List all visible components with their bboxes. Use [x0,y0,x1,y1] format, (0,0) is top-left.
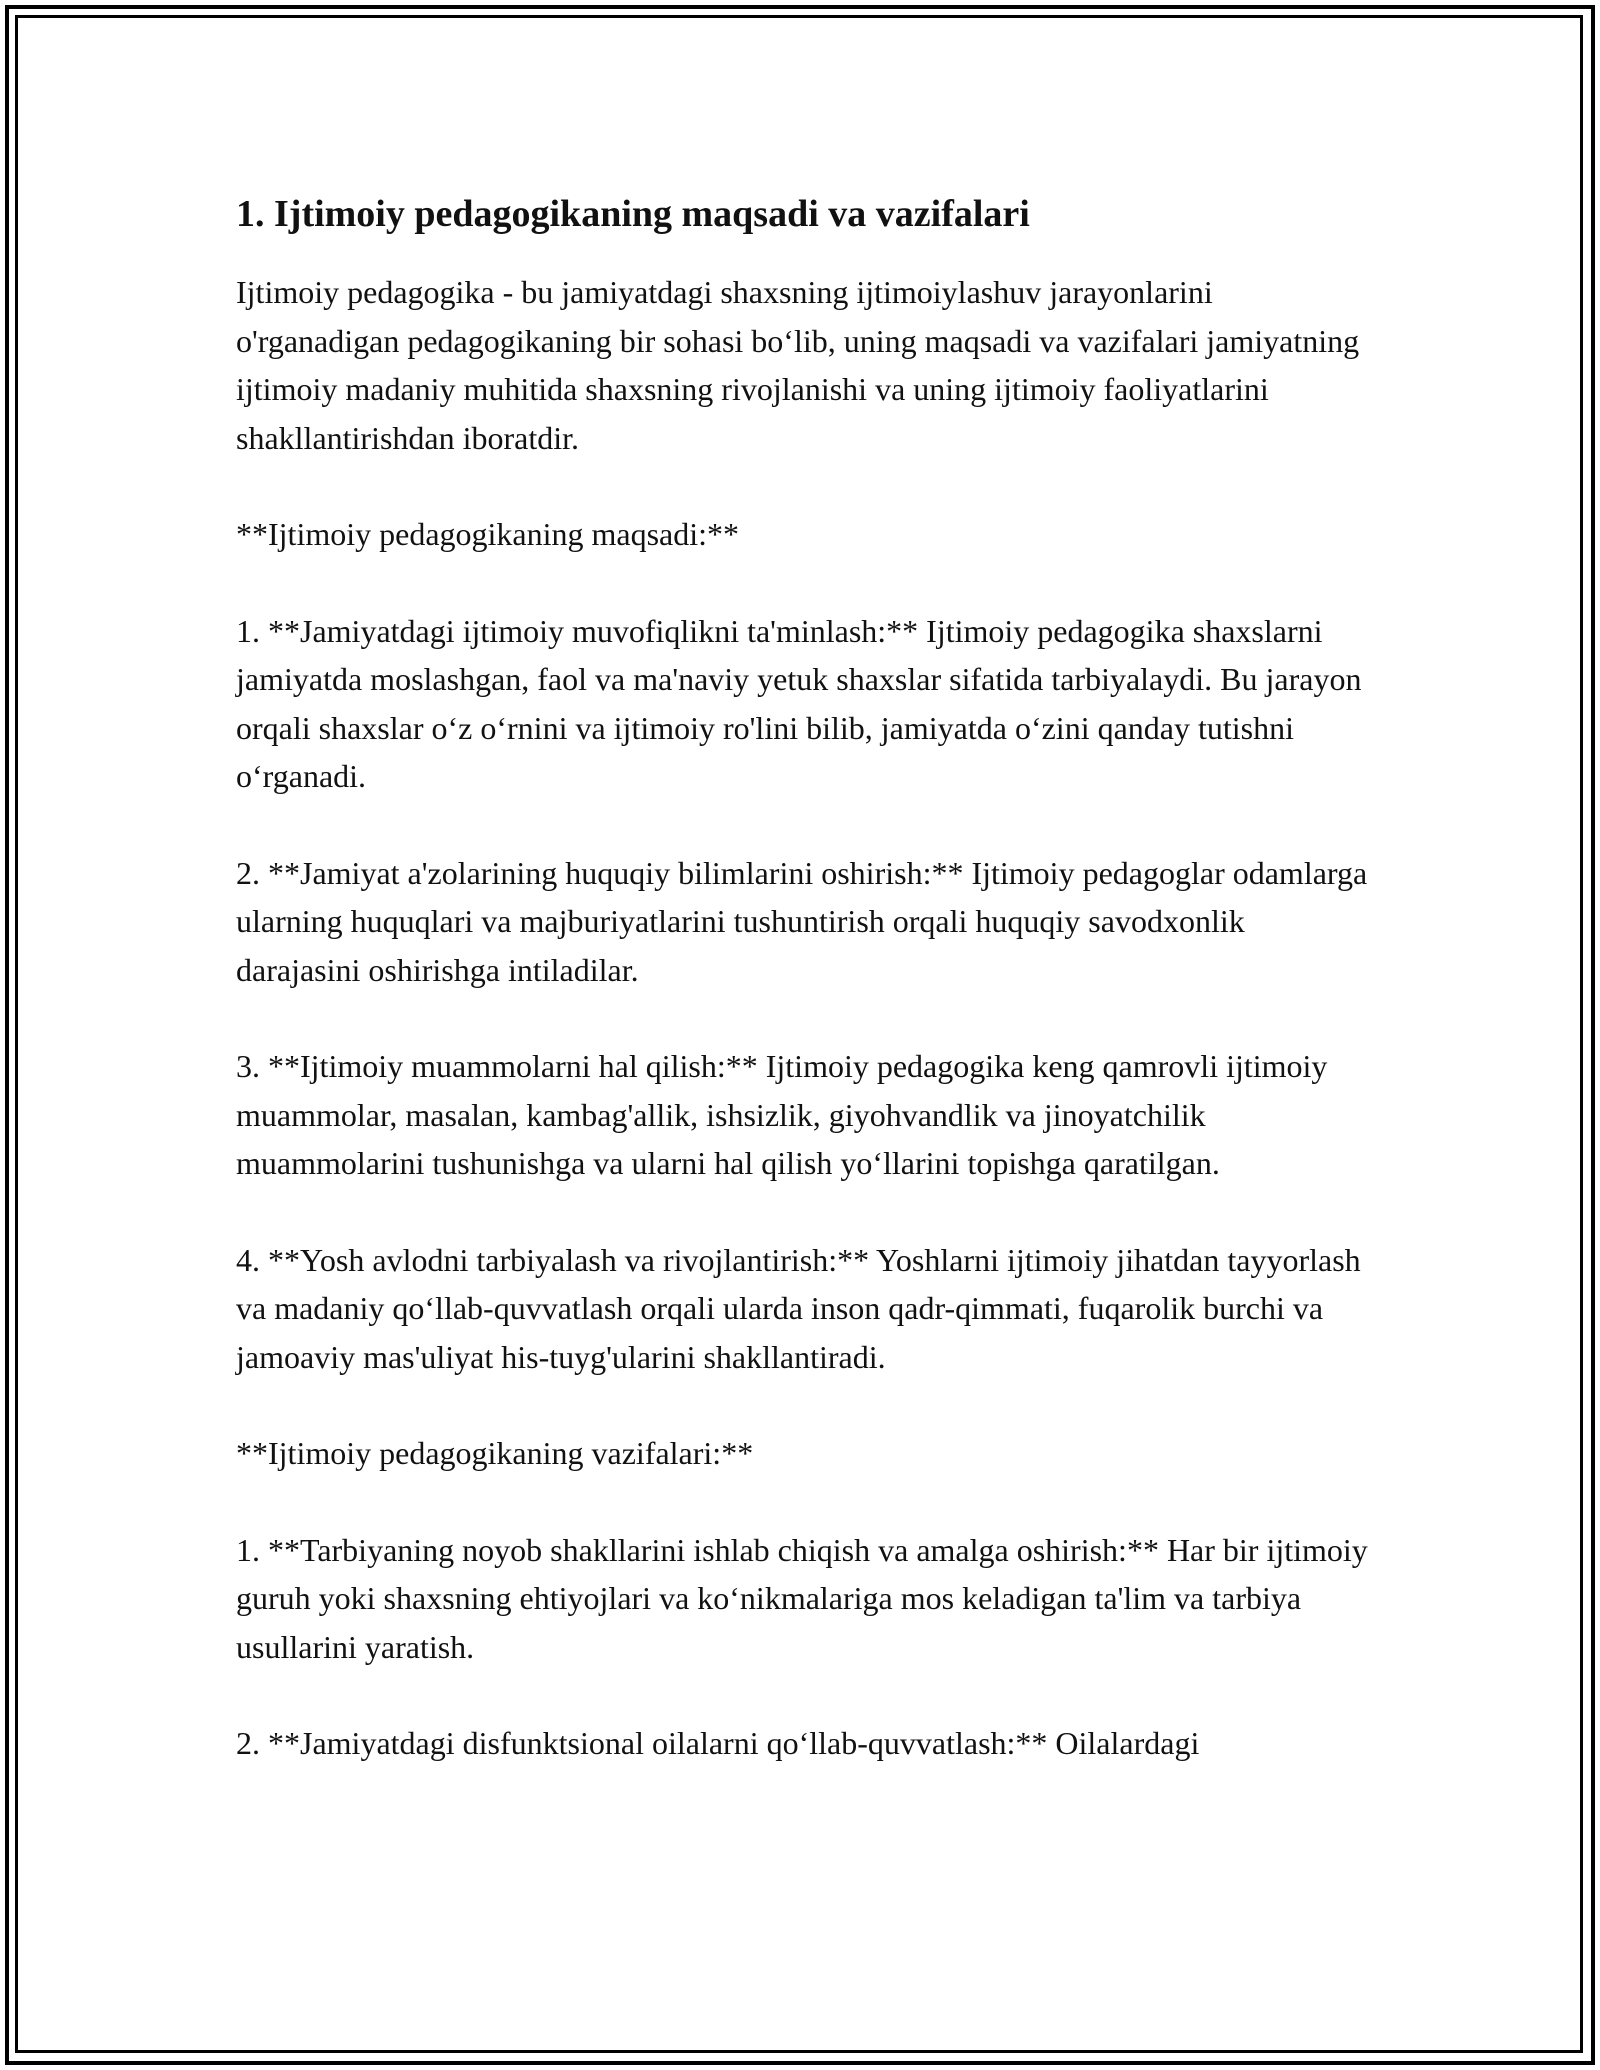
paragraph-tasks-heading: **Ijtimoiy pedagogikaning vazifalari:** [236,1435,754,1471]
paragraph-goal-3: 3. **Ijtimoiy muammolarni hal qilish:** Ijtimoiy pedagogika keng qamrovli ijtimoiy muammolar, masalan, kambag'allik, ishsizlik, giyohvandlik va jinoyatchilik muammolarini tushunishga va ularni hal qilish yo‘llarini topishga qaratilgan. [236,1048,1328,1181]
document-body [236,188,1376,1816]
paragraph-goal-heading: **Ijtimoiy pedagogikaning maqsadi:** [236,516,740,552]
document-title: 1. Ijtimoiy pedagogikaning maqsadi va vazifalari [236,193,1030,235]
paragraph-task-2: 2. **Jamiyatdagi disfunktsional oilalarni qo‘llab-quvvatlash:** Oilalardagi [236,1725,1200,1761]
paragraph-intro: Ijtimoiy pedagogika - bu jamiyatdagi shaxsning ijtimoiylashuv jarayonlarini o'rganadigan pedagogikaning bir sohasi bo‘lib, uning maqsadi va vazifalari jamiyatning ijtimoiy madaniy muhitida shaxsning rivojlanishi va uning ijtimoiy faoliyatlarini shakllantirishdan iboratdir. [236,274,1360,456]
paragraph-task-1: 1. **Tarbiyaning noyob shakllarini ishlab chiqish va amalga oshirish:** Har bir ijtimoiy guruh yoki shaxsning ehtiyojlari va ko‘nikmalariga mos keladigan ta'lim va tarbiya usullarini yaratish. [236,1531,1368,1665]
paragraph-goal-4: 4. **Yosh avlodni tarbiyalash va rivojlantirish:** Yoshlarni ijtimoiy jihatdan tayyorlash va madaniy qo‘llab-quvvatlash orqali ularda inson qadr-qimmati, fuqarolik burchi va jamoaviy mas'uliyat his-tuyg'ularini shakllantiradi. [236,1241,1361,1375]
paragraph-goal-1: 1. **Jamiyatdagi ijtimoiy muvofiqlikni ta'minlash:** Ijtimoiy pedagogika shaxslarni jamiyatda moslashgan, faol va ma'naviy yetuk shaxslar sifatida tarbiyalaydi. Bu jarayon orqali shaxslar o‘z o‘rnini va ijtimoiy ro'lini bilib, jamiyatda o‘zini qanday tutishni o‘rganadi. [236,612,1362,794]
paragraph-goal-2: 2. **Jamiyat a'zolarining huquqiy bilimlarini oshirish:** Ijtimoiy pedagoglar odamlarga ularning huquqlari va majburiyatlarini tushuntirish orqali huquqiy savodxonlik darajasini oshirishga intiladilar. [236,854,1368,988]
